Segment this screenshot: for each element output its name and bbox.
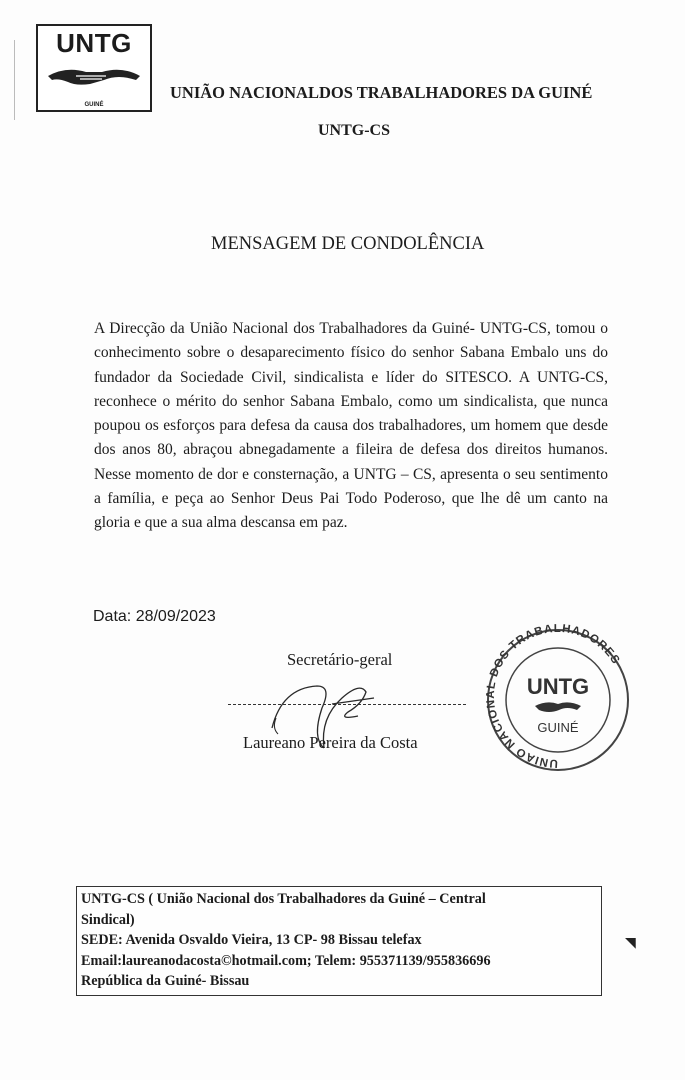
message-body: A Direcção da União Nacional dos Trabalhadores da Guiné- UNTG-CS, tomou o conhecimento sobre o desaparecimento físico do senhor Sabana Embalo uns do fundador da Sociedade Civil, sindicalista e líder do SITESCO. A UNTG-CS, reconhece o mérito do senhor Sabana Embalo, como um sindicalista, que nunca poupou os esforços para defesa da causa dos trabalhadores, um homem que desde dos anos 80, abraçou abnegadamente a fileira de defesa dos direitos humanos. Nesse momento de dor e consternação, a UNTG – CS, apresenta o seu sentimento a família, e peça ao Senhor Deus Pai Todo Poderoso, que lhe dê um canto na gloria e que a sua alma descansa em paz. <box>94 320 608 532</box>
stamp-center-text: UNTG <box>526 674 590 699</box>
handshake-icon <box>46 62 142 92</box>
signatory-role: Secretário-geral <box>287 650 393 669</box>
footer-contact: Email:laureanodacosta©hotmail.com; Telem: 955371139/955836696 <box>81 952 491 969</box>
scan-mark: ◥ <box>625 936 636 951</box>
logo-text: UNTG <box>56 28 132 58</box>
signatory-name: Laureano Pereira da Costa <box>243 733 418 752</box>
document-date: Data: 28/09/2023 <box>93 608 216 625</box>
footer-country: República da Guiné- Bissau <box>81 973 250 989</box>
organization-abbreviation: UNTG-CS <box>318 122 391 139</box>
stamp-bottom-text: GUINÉ <box>537 720 579 735</box>
logo-subtext: GUINÉ <box>84 102 104 108</box>
untg-logo <box>36 24 152 112</box>
stamp-handshake-icon <box>535 702 581 712</box>
footer-line-1: UNTG-CS ( União Nacional dos Trabalhadores da Guiné – Central <box>81 891 486 907</box>
stamp-ring-text: UNIÃO NACIONAL DOS TRABALHADORES <box>484 622 622 770</box>
footer-line-2: Sindical) <box>81 911 135 928</box>
footer-contact-box <box>76 886 602 996</box>
footer-address: SEDE: Avenida Osvaldo Vieira, 13 CP- 98 Bissau telefax <box>81 932 422 948</box>
scan-edge-line <box>14 40 15 120</box>
organization-name: UNIÃO NACIONALDOS TRABALHADORES DA GUINÉ <box>170 83 593 102</box>
document-title: MENSAGEM DE CONDOLÊNCIA <box>211 234 485 254</box>
official-stamp <box>483 620 633 780</box>
